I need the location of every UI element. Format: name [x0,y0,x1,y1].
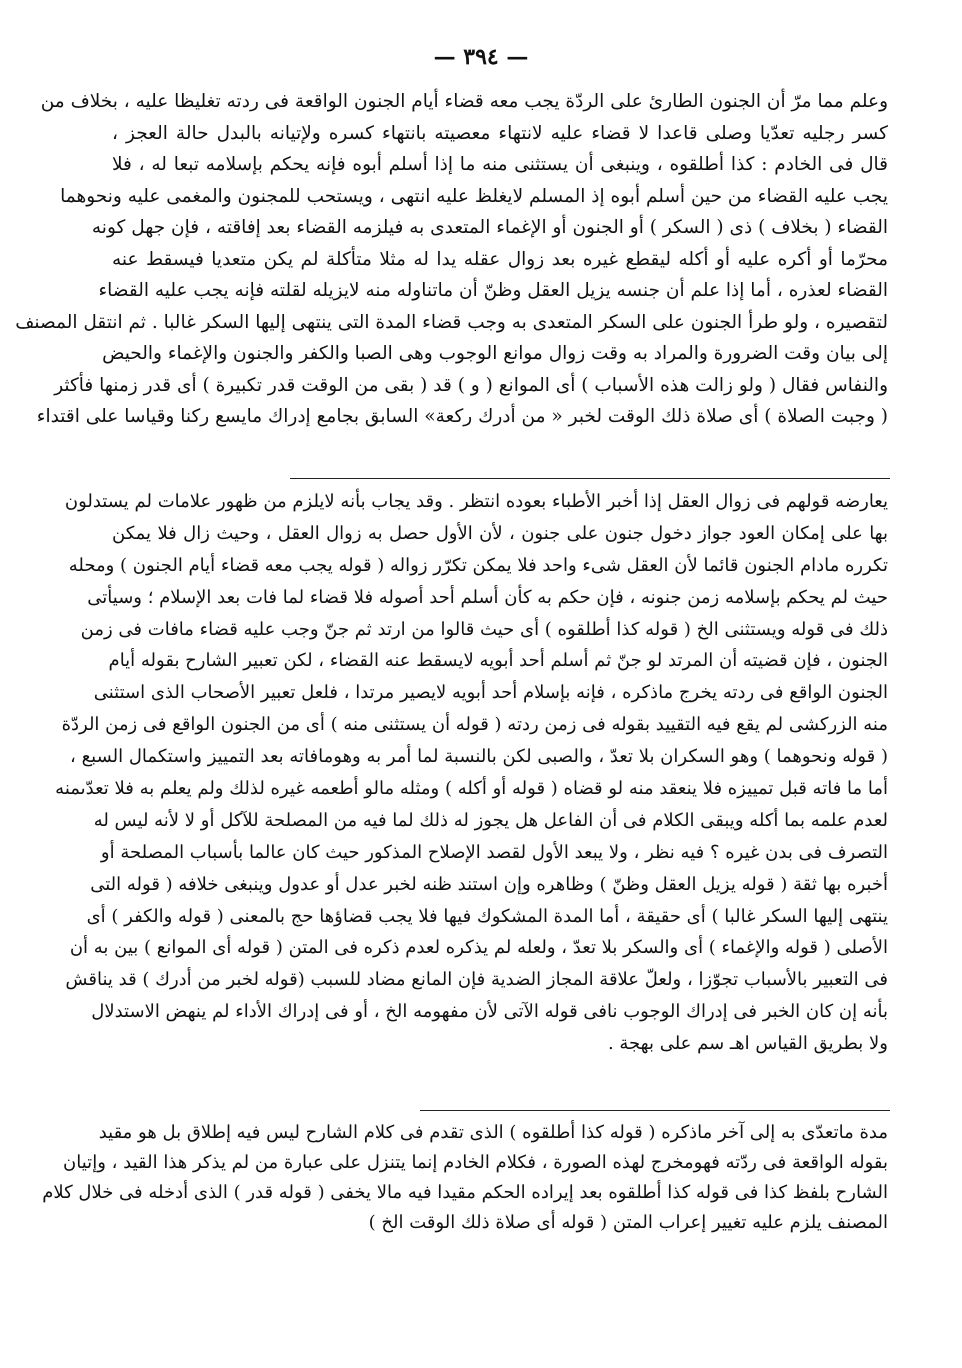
commentary-line: لعدم علمه بما أكله ويبقى الكلام فى أن الفاعل هل يجوز له ذلك لما فيه من المصلحة للآكل أو لا لأنه ليس له [93,809,888,831]
section-divider [290,478,890,479]
commentary-line: أما ما فاته قبل تمييزه فلا ينعقد منه لو قضاه ( قوله أو أكله ) ومثله مالو أطعمه غيره لذلك ولم يعلم به فلا تعدّىمنه [55,778,888,800]
commentary-line: ذلك فى قوله ويستثنى الخ ( قوله كذا أطلقوه ) أى حيث قالوا من ارتد ثم جنّ وجب عليه قضاء مافات فى زمن [80,618,888,640]
commentary-line: ينتهى إليها السكر غالبا ) أى حقيقة ، أما المدة المشكوك فيها فلا يجب قضاؤها حج بالمعنى ( قوله والكفر ) أى [86,905,888,927]
main-text-line: وعلم مما مرّ أن الجنون الطارئ على الردّة يجب معه قضاء أيام الجنون الواقعة فى ردته تغليظا عليه ، بخلاف من [40,91,888,112]
main-text [15,86,888,433]
main-text-line: لتقصيره ، ولو طرأ الجنون على السكر المتعدى به وجب قضاء المدة التى ينتهى إليها السكر غالبا . ثم انتقل المصنف [15,311,888,333]
main-text-line: يجب عليه القضاء من حين أسلم أبوه إذ المسلم لايغلظ عليه انتهى ، ويستحب للمجنون والمغمى عليه ونحوهما [60,185,888,207]
commentary-line: ( قوله ونحوهما ) وهو السكران بلا تعدّ ، والصبى لكن بالنسبة لما أمر به وهومافاته بعد التمييز واستكمال السبع ، [70,746,888,768]
commentary-line: بأنه إن كان الخبر فى إدراك الوجوب نافى قوله الآتى لأن مفهومه الخ ، أو فى إدراك الأداء لم ينهض الاستدلال [91,1001,888,1023]
main-text-line: قال فى الخادم : كذا أطلقوه ، وينبغى أن يستثنى منه ما إذا أسلم أبوه فإنه يحكم بإسلامه تبعا له ، فلا [112,154,888,175]
commentary-line: فى التعبير بالأسباب تجوّزا ، ولعلّ علاقة المجاز الضدية فإن المانع مضاد للسبب (قوله لخبر من أدرك ) قد يناقش [65,969,888,991]
commentary-line: الأصلى ( قوله والإغماء ) أى والسكر بلا تعدّ ، ولعله لم يذكره لعدم ذكره فى المتن ( قوله أى الموانع ) بين به أن [69,937,888,959]
commentary-line: حيث لم يحكم بإسلامه زمن جنونه ، فإن حكم به كأن أسلم أحد أصوله فلا قضاء لما فات بعد الإسلام ؛ وسيأتى [87,586,888,608]
main-text-line: والنفاس فقال ( ولو زالت هذه الأسباب ) أى الموانع ( و ) قد ( بقى من الوقت قدر تكبيرة ) أى قدر زمنها فأكثر [54,374,888,396]
section-divider [420,1110,890,1111]
main-text-line: القضاء ( بخلاف ) ذى ( السكر ) أو الجنون أو الإغماء المتعدى به فيلزمه القضاء بعد إفاقته ، فإن جهل كونه [91,217,888,238]
commentary-line: الجنون الواقع فى ردته يخرج ماذكره ، فإنه بإسلام أحد أبويه لايصير مرتدا ، فلعل تعبير الأصحاب الذى استثنى [93,682,888,704]
gloss-line: بقوله الواقعة فى ردّته فهومخرج لهذه الصورة ، فكلام الخادم إنما يتنزل على عبارة من لم يذكر هذا القيد ، وإتيان [63,1152,888,1173]
commentary-line: ولا بطريق القياس اهـ سم على بهجة . [607,1033,888,1055]
page-number: — ٣٩٤ — [433,44,529,70]
commentary-text [55,486,888,1060]
commentary-line: يعارضه قولهم فى زوال العقل إذا أخبر الأطباء بعوده انتظر . وقد يجاب بأنه لايلزم من ظهور علامات لم يستدلون [64,491,888,512]
commentary-line: بها على إمكان العود جواز دخول جنون على جنون ، لأن الأول حصل به زوال العقل ، وحيث زال فلا يمكن [112,522,888,544]
main-text-line: إلى بيان وقت الضرورة والمراد به وقت زوال موانع الوجوب وهى الصبا والكفر والجنون والإغماء والحيض [102,343,888,364]
commentary-line: منه الزركشى لم يقع فيه التقييد بقوله فى زمن ردته ( قوله أن يستثنى منه ) أى من الجنون الواقع فى زمن الردّة [61,714,888,736]
commentary-line: تكرره مادام الجنون قائما لأن العقل شىء واحد فلا يمكن تكرّر زواله ( قوله يجب معه قضاء أيام الجنون ) ومحله [68,554,888,576]
gloss-line: المصنف يلزم عليه تغيير إعراب المتن ( قوله أى صلاة ذلك الوقت الخ ) [368,1212,888,1233]
gloss-line: الشارح بلفظ كذا فى قوله كذا أطلقوه بعد إيراده الحكم مقيدا فيه مالا يخفى ( قوله قدر ) الذى أدخله فى خلال كلام [42,1182,888,1203]
commentary-line: أخبره بها ثقة ( قوله يزيل العقل وظنّ ) وظاهره وإن استند ظنه لخبر عدل أو عدول وينبغى خلافه ( قوله التى [90,873,888,895]
main-text-line: القضاء لعذره ، أما إذا علم أن جنسه يزيل العقل وظنّ أن ماتناوله منه لايزيله لقلته فإنه يجب عليه القضاء [98,280,888,301]
main-text-line: كسر رجليه تعدّيا وصلى قاعدا لا قضاء عليه لانتهاء معصيته بانتهاء كسره ولإتيانه بالبدل حالة العجز ، [112,122,888,144]
commentary-line: التصرف فى بدن غيره ؟ فيه نظر ، ولا يبعد الأول لقصد الإصلاح المذكور حيث كان عالما بأسباب المصلحة أو [100,841,888,863]
main-text-line: ( وجبت الصلاة ) أى صلاة ذلك الوقت لخبر « من أدرك ركعة» السابق بجامع إدراك مايسع ركنا وقياسا على اقتداء [36,406,888,427]
main-text-line: محرّما أو أكره عليه أو أكله ليقطع غيره بعد زوال عقله يدا له مثلا متأكلة لم يكن متعديا فيسقط عنه [112,248,888,270]
commentary-line: الجنون ، فإن قضيته أن المرتد لو جنّ ثم أسلم أحد أبويه لايسقط عنه القضاء ، لكن تعبير الشارح بقوله أيام [108,650,888,672]
gloss-text [42,1118,888,1238]
gloss-line: مدة ماتعدّى به إلى آخر ماذكره ( قوله كذا أطلقوه ) الذى تقدم فى كلام الشارح ليس فيه إطلاق بل هو مقيد [98,1122,888,1143]
